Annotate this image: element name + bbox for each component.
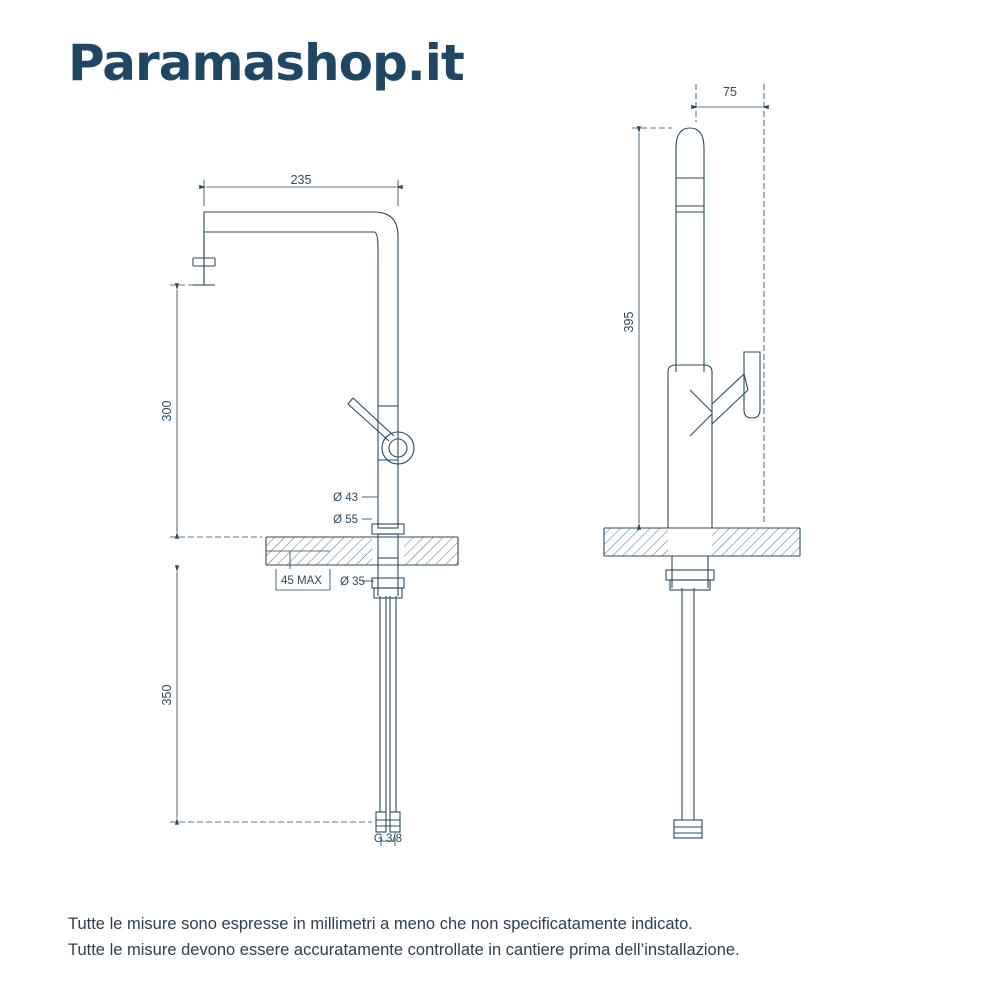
side-view-geometry (604, 128, 800, 838)
dim-depth: 75 (723, 85, 737, 99)
dim-body-diameter: Ø 43 (333, 492, 358, 504)
dim-thread-size: G 3/8 (373, 833, 403, 845)
dim-total-height: 395 (622, 311, 636, 333)
note-verify-onsite: Tutte le misure devono essere accuratamente controllate in cantiere prima dell’installazione. (68, 941, 740, 959)
dim-base-diameter: Ø 55 (333, 514, 358, 526)
note-units: Tutte le misure sono espresse in millimetri a meno che non specificatamente indicato. (68, 915, 693, 933)
dim-below-deck-length: 350 (160, 684, 174, 706)
site-logo: Paramashop.it (68, 34, 464, 92)
dim-spout-reach: 235 (290, 173, 312, 187)
dim-spout-height: 300 (160, 400, 174, 422)
dim-deck-thickness: 45 MAX (281, 575, 322, 587)
front-view-geometry (193, 212, 458, 832)
dim-hole-diameter: Ø 35 (340, 576, 365, 588)
side-view-dimensions (632, 84, 764, 528)
